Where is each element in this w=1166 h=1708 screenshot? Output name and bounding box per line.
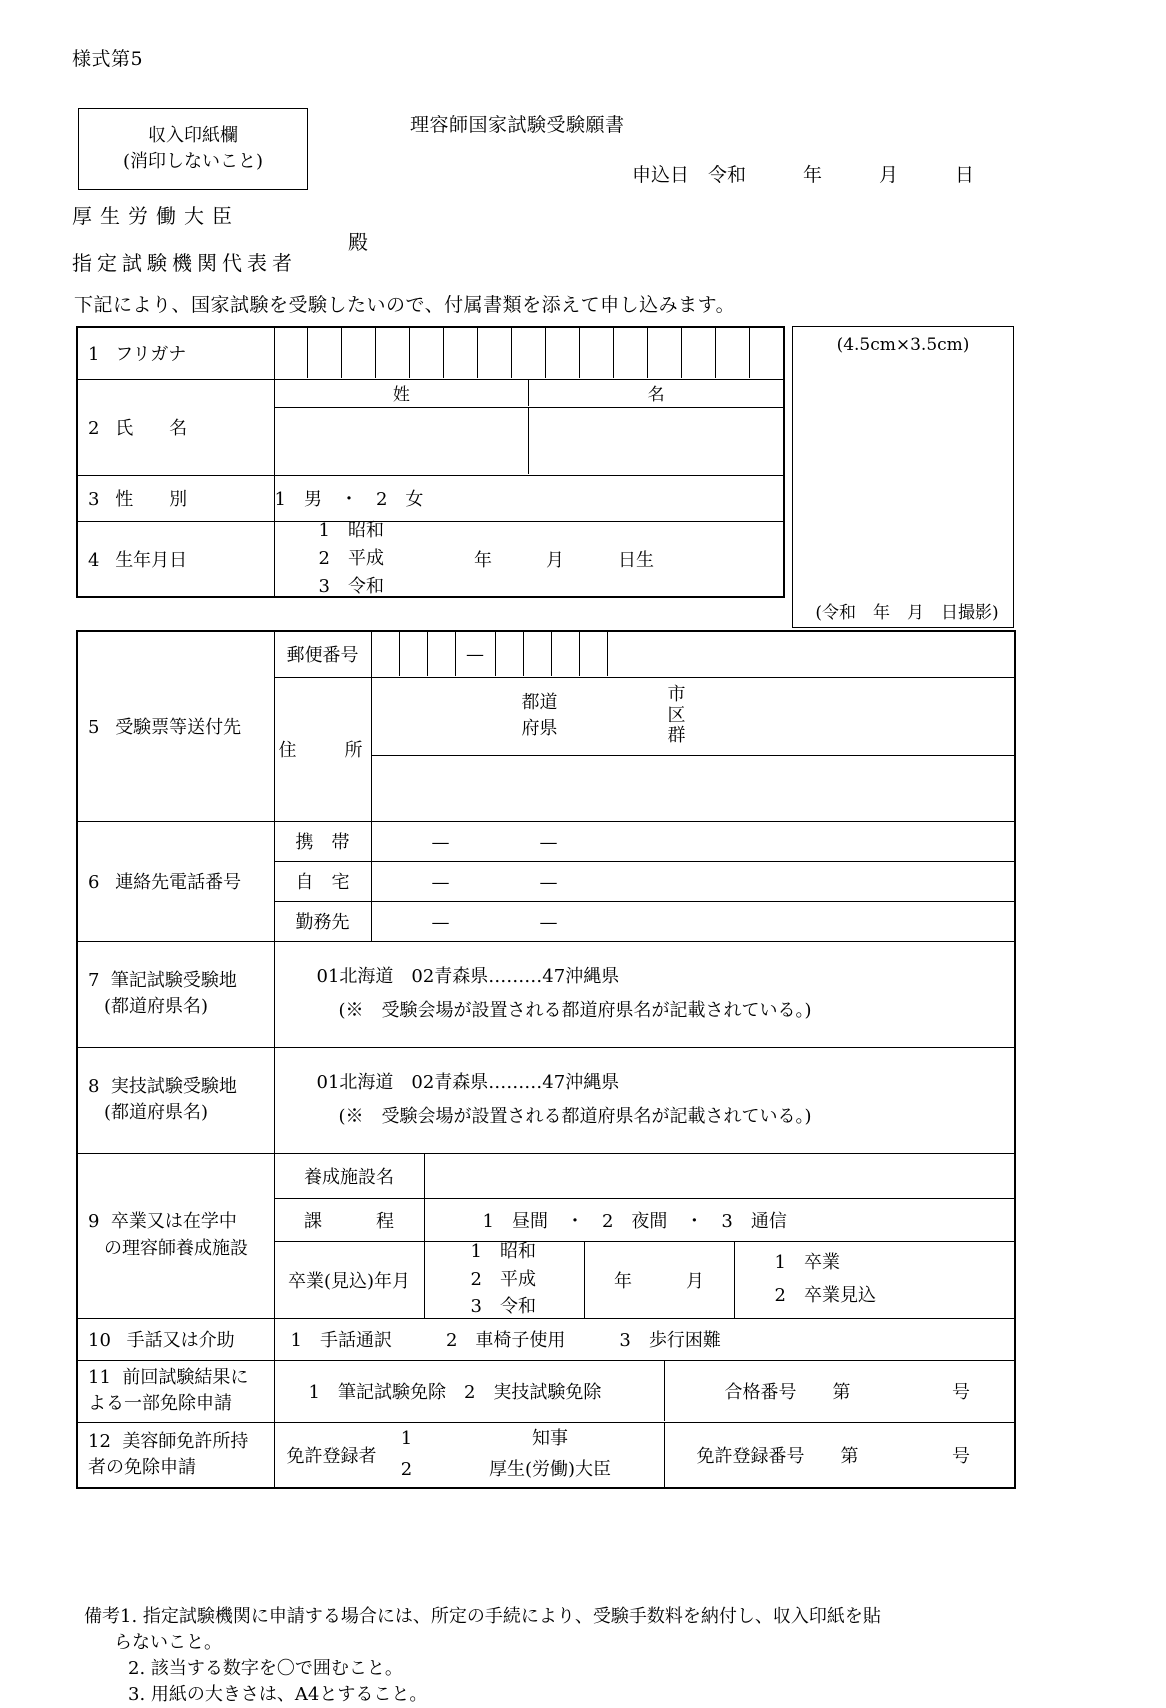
furigana-number: 1 [88, 344, 100, 366]
furigana-cell[interactable] [478, 328, 512, 378]
graduation-era-heisei[interactable]: 2 平成 [470, 1268, 536, 1290]
school-label-cell [77, 1153, 274, 1318]
furigana-cell[interactable] [614, 328, 648, 378]
city-line2: 区 [667, 704, 686, 726]
postal-cell[interactable] [524, 632, 552, 676]
furigana-cell[interactable] [342, 328, 376, 378]
table-row-birthdate [77, 521, 784, 597]
written-exam-label-line1: 筆記試験受験地 [110, 969, 237, 991]
table-row-furigana [77, 327, 784, 379]
license-label-line2: 者の免除申請 [88, 1456, 196, 1478]
postal-cell[interactable] [400, 632, 428, 676]
school-number: 9 [88, 1211, 100, 1233]
practical-exam-label-line1: 実技試験受験地 [110, 1075, 237, 1097]
facility-name-input[interactable] [425, 1154, 1015, 1198]
phone-work-label: 勤務先 [274, 901, 371, 941]
mailing-label: 受験票等送付先 [115, 717, 242, 739]
birthdate-value-cell[interactable] [274, 521, 784, 597]
furigana-cell[interactable] [308, 328, 342, 378]
exemption-label [78, 1365, 274, 1417]
course-label: 課 程 [275, 1199, 425, 1241]
license-value-cell [274, 1422, 1015, 1488]
phone-home-dashes: — — [431, 872, 558, 893]
exemption-label-line1: 前回試験結果に [122, 1366, 249, 1388]
license-label [78, 1429, 274, 1481]
phone-mobile-input[interactable] [371, 821, 1015, 861]
written-exam-note: (※ 受験会場が設置される都道府県名が記載されている。) [338, 1000, 812, 1021]
birthdate-number: 4 [88, 549, 100, 571]
intro-sentence: 下記により、国家試験を受験したいので、付属書類を添えて申し込みます。 [74, 294, 736, 316]
exemption-options[interactable]: 1 筆記試験免除 2 実技試験免除 [275, 1361, 665, 1421]
course-options[interactable]: 1 昼間 ・ 2 夜間 ・ 3 通信 [482, 1210, 787, 1232]
furigana-label: フリガナ [115, 344, 187, 366]
registration-number-label: 免許登録番号 第 [696, 1445, 859, 1467]
footnote-3: 3. 用紙の大きさは、A4とすること。 [128, 1684, 428, 1706]
city-line3: 群 [667, 725, 686, 747]
school-graduation-row [274, 1241, 1015, 1318]
document-title: 理容師国家試験受験願書 [410, 114, 625, 136]
prefecture-label [522, 690, 558, 742]
table-row-school-facility [77, 1153, 1015, 1198]
furigana-cell[interactable] [376, 328, 410, 378]
address-pref-cell[interactable] [371, 677, 1015, 755]
assistance-options[interactable]: 1 手話通訳 2 車椅子使用 3 歩行困難 [290, 1330, 721, 1351]
practical-exam-label [78, 1074, 274, 1126]
license-number: 12 [88, 1430, 111, 1452]
furigana-label-cell [77, 327, 274, 379]
facility-name-label: 養成施設名 [275, 1154, 425, 1198]
name-label: 氏 名 [115, 418, 188, 439]
license-registrant-label: 免許登録者 [286, 1445, 377, 1467]
postal-cell[interactable] [428, 632, 456, 676]
written-exam-value-cell[interactable] [274, 941, 1015, 1047]
written-exam-label-cell [77, 941, 274, 1047]
furigana-input-cells[interactable] [274, 327, 784, 379]
school-label-line1: 卒業又は在学中 [110, 1211, 237, 1233]
revenue-stamp-box [78, 108, 308, 190]
phone-mobile-dashes: — — [431, 832, 558, 853]
addressee-minister: 厚生労働大臣 [72, 204, 240, 228]
furigana-cell[interactable] [512, 328, 546, 378]
footnote-2: 2. 該当する数字を〇で囲むこと。 [128, 1658, 403, 1680]
exemption-label-line2: よる一部免除申請 [88, 1393, 232, 1414]
birthdate-label: 生年月日 [115, 549, 188, 571]
phone-label-cell [77, 821, 274, 941]
form-number: 様式第5 [72, 48, 144, 70]
pass-number-unit: 号 [952, 1382, 970, 1403]
gender-label-cell [77, 475, 274, 521]
license-option1-text[interactable]: 知事 [532, 1428, 568, 1450]
furigana-grid[interactable] [275, 328, 784, 378]
city-label [668, 685, 686, 747]
givenname-header: 名 [647, 385, 665, 405]
graduation-status-options[interactable] [735, 1242, 1015, 1318]
graduation-era-options[interactable] [425, 1242, 585, 1318]
address-label: 住 所 [274, 677, 371, 821]
graduation-era-showa[interactable]: 1 昭和 [470, 1240, 536, 1262]
furigana-cell[interactable] [716, 328, 750, 378]
birthdate-era-showa[interactable]: 1 昭和 [318, 519, 384, 541]
prefecture-line2: 府県 [521, 718, 558, 739]
postal-dash: — [456, 632, 496, 676]
mailing-label-cell [77, 631, 274, 821]
name-input-cell[interactable] [274, 407, 784, 475]
phone-work-input[interactable] [371, 901, 1015, 941]
furigana-cell[interactable] [750, 328, 783, 378]
form-table-upper [76, 326, 785, 598]
assistance-label-cell [77, 1318, 274, 1360]
addressee-honorific: 殿 [348, 230, 368, 254]
assistance-options-cell[interactable] [274, 1318, 1015, 1360]
phone-label: 連絡先電話番号 [115, 872, 242, 893]
address-detail-input[interactable] [371, 755, 1015, 821]
school-label-line2: の理容師養成施設 [104, 1237, 248, 1259]
stamp-box-note: (消印しないこと) [122, 151, 264, 172]
table-row-postal [77, 631, 1015, 677]
practical-exam-number: 8 [88, 1075, 100, 1097]
graduation-ym[interactable]: 年 月 [585, 1242, 735, 1318]
city-line1: 市 [667, 683, 686, 705]
prefecture-line1: 都道 [521, 691, 558, 713]
photo-attachment-box[interactable] [792, 326, 1014, 628]
assistance-number: 10 [88, 1330, 111, 1351]
application-date-line: 申込日 令和 年 月 日 [632, 164, 975, 186]
written-exam-number: 7 [88, 969, 100, 991]
surname-header: 姓 [275, 380, 530, 406]
practical-exam-label-line2: (都道府県名) [104, 1102, 209, 1123]
form-table-lower [76, 630, 1016, 1489]
table-row-phone-mobile [77, 821, 1015, 861]
table-row-gender [77, 475, 784, 521]
license-label-cell [77, 1422, 274, 1488]
mailing-number: 5 [88, 717, 100, 739]
furigana-cell[interactable] [546, 328, 580, 378]
practical-exam-note: (※ 受験会場が設置される都道府県名が記載されている。) [338, 1106, 812, 1127]
phone-home-label: 自 宅 [274, 861, 371, 901]
gender-options[interactable]: 1 男 ・ 2 女 [274, 489, 424, 510]
phone-work-dashes: — — [431, 912, 558, 933]
name-number: 2 [88, 418, 100, 439]
birthdate-label-cell [77, 521, 274, 597]
registration-number-unit: 号 [952, 1445, 970, 1467]
name-headers-cell [274, 379, 784, 407]
name-label-cell [77, 379, 274, 475]
furigana-cell[interactable] [648, 328, 682, 378]
exemption-value-cell [274, 1360, 1015, 1422]
graduation-status-expected[interactable]: 2 卒業見込 [774, 1284, 876, 1306]
postal-cell[interactable] [552, 632, 580, 676]
gender-label: 性 別 [115, 489, 188, 510]
furigana-cell[interactable] [275, 328, 309, 378]
license-option2-number[interactable]: 2 [400, 1458, 413, 1480]
graduation-status-graduated[interactable]: 1 卒業 [774, 1252, 840, 1274]
birthdate-era-options[interactable] [275, 517, 384, 601]
table-row-name-header [77, 379, 784, 407]
practical-exam-prefs[interactable]: 01北海道 02青森県………47沖縄県 [316, 1071, 620, 1093]
license-option1-number[interactable]: 1 [400, 1428, 413, 1450]
furigana-cell[interactable] [580, 328, 614, 378]
written-exam-label-line2: (都道府県名) [104, 996, 209, 1017]
phone-mobile-label: 携 帯 [274, 821, 371, 861]
addressee-agency: 指定試験機関代表者 [72, 251, 297, 275]
license-option2-text[interactable]: 厚生(労働)大臣 [488, 1458, 612, 1480]
gender-number: 3 [88, 489, 100, 510]
postal-grid[interactable] [372, 632, 782, 676]
table-row-exemption [77, 1360, 1015, 1422]
pass-number-label: 合格番号 第 [724, 1382, 851, 1403]
written-exam-prefs[interactable]: 01北海道 02青森県………47沖縄県 [316, 965, 620, 987]
table-row-written-exam [77, 941, 1015, 1047]
postal-code-label: 郵便番号 [274, 631, 371, 677]
practical-exam-value-cell[interactable] [274, 1047, 1015, 1153]
school-facility-row [274, 1153, 1015, 1198]
furigana-cell[interactable] [444, 328, 478, 378]
assistance-label: 手話又は介助 [126, 1330, 235, 1351]
givenname-input[interactable] [529, 408, 783, 474]
photo-size-note: (4.5cm×3.5cm) [836, 335, 970, 355]
birthdate-era-heisei[interactable]: 2 平成 [318, 547, 384, 569]
postal-cell[interactable] [496, 632, 524, 676]
exemption-number: 11 [88, 1366, 111, 1388]
graduation-label: 卒業(見込)年月 [275, 1242, 425, 1318]
school-label [78, 1209, 274, 1261]
footnotes [84, 1604, 881, 1708]
surname-input[interactable] [275, 408, 530, 474]
written-exam-label [78, 968, 274, 1020]
photo-date-caption: (令和 年 月 日撮影) [815, 603, 999, 623]
furigana-cell[interactable] [410, 328, 444, 378]
postal-cell[interactable] [372, 632, 400, 676]
postal-cell[interactable] [580, 632, 608, 676]
phone-home-input[interactable] [371, 861, 1015, 901]
table-row-license [77, 1422, 1015, 1488]
gender-options-cell[interactable] [274, 475, 784, 521]
table-row-practical-exam [77, 1047, 1015, 1153]
furigana-cell[interactable] [682, 328, 716, 378]
graduation-era-reiwa[interactable]: 3 令和 [470, 1296, 536, 1318]
postal-code-cells[interactable] [371, 631, 1015, 677]
footnote-1: 備考1. 指定試験機関に申請する場合には、所定の手続により、受験手数料を納付し、収入印紙を貼 [84, 1606, 881, 1627]
birthdate-ymd[interactable]: 年 月 日生 [473, 549, 654, 571]
footnote-1-cont: らないこと。 [114, 1632, 222, 1654]
practical-exam-label-cell [77, 1047, 274, 1153]
license-label-line1: 美容師免許所持 [122, 1430, 249, 1452]
exemption-label-cell [77, 1360, 274, 1422]
school-course-row [274, 1198, 1015, 1241]
phone-number-label-no: 6 [88, 872, 100, 893]
table-row-assistance [77, 1318, 1015, 1360]
birthdate-era-reiwa[interactable]: 3 令和 [318, 575, 384, 597]
stamp-box-title: 収入印紙欄 [148, 124, 238, 146]
